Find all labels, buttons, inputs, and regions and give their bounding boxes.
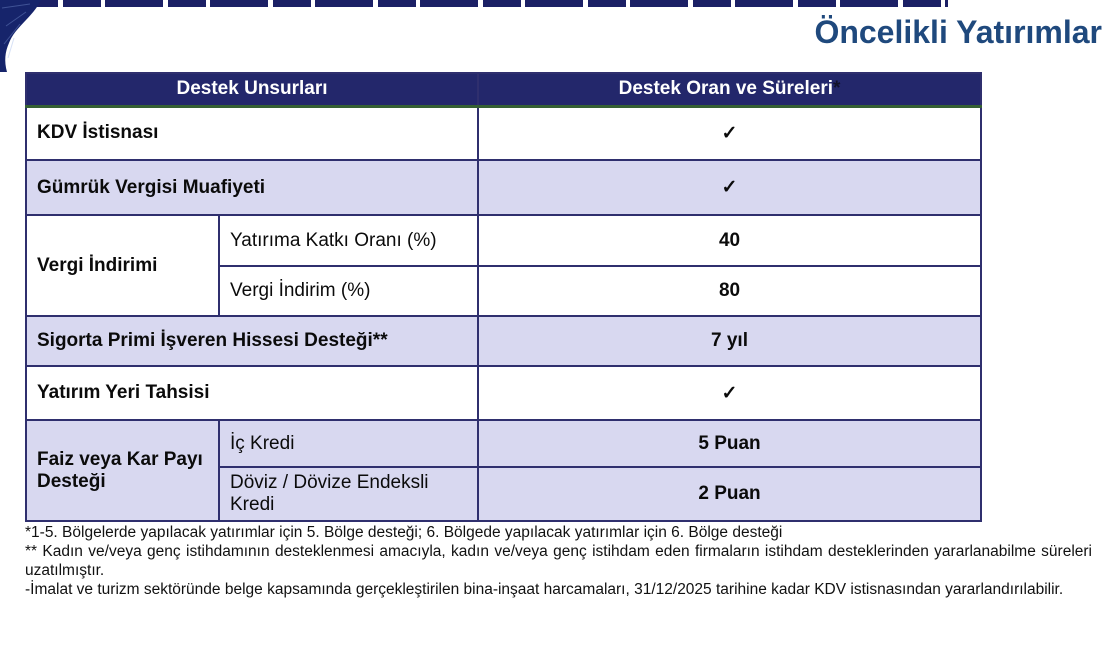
row-gumruk-vergisi-check-icon: ✓ — [478, 160, 981, 215]
header-destek-oran-ve-sureleri — [478, 73, 981, 106]
row-vergi-indirim-value: 80 — [478, 266, 981, 316]
footnote-employment-note: ** Kadın ve/veya genç istihdamının desteklenmesi amacıyla, kadın ve/veya genç istihdam eden firmaların istihdam desteklerinden yararlanabilme süreleri uzatılmıştır. — [25, 543, 1092, 579]
row-vergi-indirim-label: Vergi İndirim (%) — [219, 266, 478, 316]
row-yatirim-yeri-check-icon: ✓ — [478, 366, 981, 420]
incentive-table — [25, 72, 982, 522]
table-row — [26, 106, 981, 160]
row-doviz-kredi-label: Döviz / Dövize Endeksli Kredi — [219, 467, 478, 521]
table-row — [26, 215, 981, 266]
table-row — [26, 366, 981, 420]
row-yatirima-katki-orani-value: 40 — [478, 215, 981, 266]
row-kdv-istisnasi-label: KDV İstisnası — [26, 106, 478, 160]
table-row — [26, 420, 981, 467]
row-sigorta-primi-label: Sigorta Primi İşveren Hissesi Desteği** — [26, 316, 478, 366]
table-header-row — [26, 73, 981, 106]
footnote-region-note: *1-5. Bölgelerde yapılacak yatırımlar için 5. Bölge desteği; 6. Bölgede yapılacak yatırımlar için 6. Bölge desteği — [25, 524, 783, 541]
row-vergi-indirimi-group-label: Vergi İndirimi — [26, 215, 219, 316]
row-yatirima-katki-orani-label: Yatırıma Katkı Oranı (%) — [219, 215, 478, 266]
row-faiz-kar-payi-group-label: Faiz veya Kar Payı Desteği — [26, 420, 219, 521]
footnotes-block — [25, 524, 1092, 600]
header-col2-label: Destek Oran ve Süreleri — [618, 78, 833, 100]
corner-swoosh-decoration — [0, 0, 46, 72]
header-col1-label: Destek Unsurları — [176, 78, 328, 100]
row-gumruk-vergisi-label: Gümrük Vergisi Muafiyeti — [26, 160, 478, 215]
header-asterisk: * — [833, 78, 841, 100]
row-doviz-kredi-value: 2 Puan — [478, 467, 981, 521]
top-dashed-bar — [0, 0, 948, 7]
row-yatirim-yeri-label: Yatırım Yeri Tahsisi — [26, 366, 478, 420]
table-row — [26, 160, 981, 215]
row-kdv-istisnasi-check-icon: ✓ — [478, 106, 981, 160]
header-destek-unsurlari — [26, 73, 478, 106]
row-sigorta-primi-value: 7 yıl — [478, 316, 981, 366]
table-row — [26, 316, 981, 366]
footnote-kdv-note: -İmalat ve turizm sektöründe belge kapsamında gerçekleştirilen bina-inşaat harcamaları, 31/12/2025 tarihine kadar KDV istisnasından yararlandırılabilir. — [25, 580, 1064, 598]
row-ic-kredi-label: İç Kredi — [219, 420, 478, 467]
page-title: Öncelikli Yatırımlar — [814, 14, 1102, 50]
row-ic-kredi-value: 5 Puan — [478, 420, 981, 467]
